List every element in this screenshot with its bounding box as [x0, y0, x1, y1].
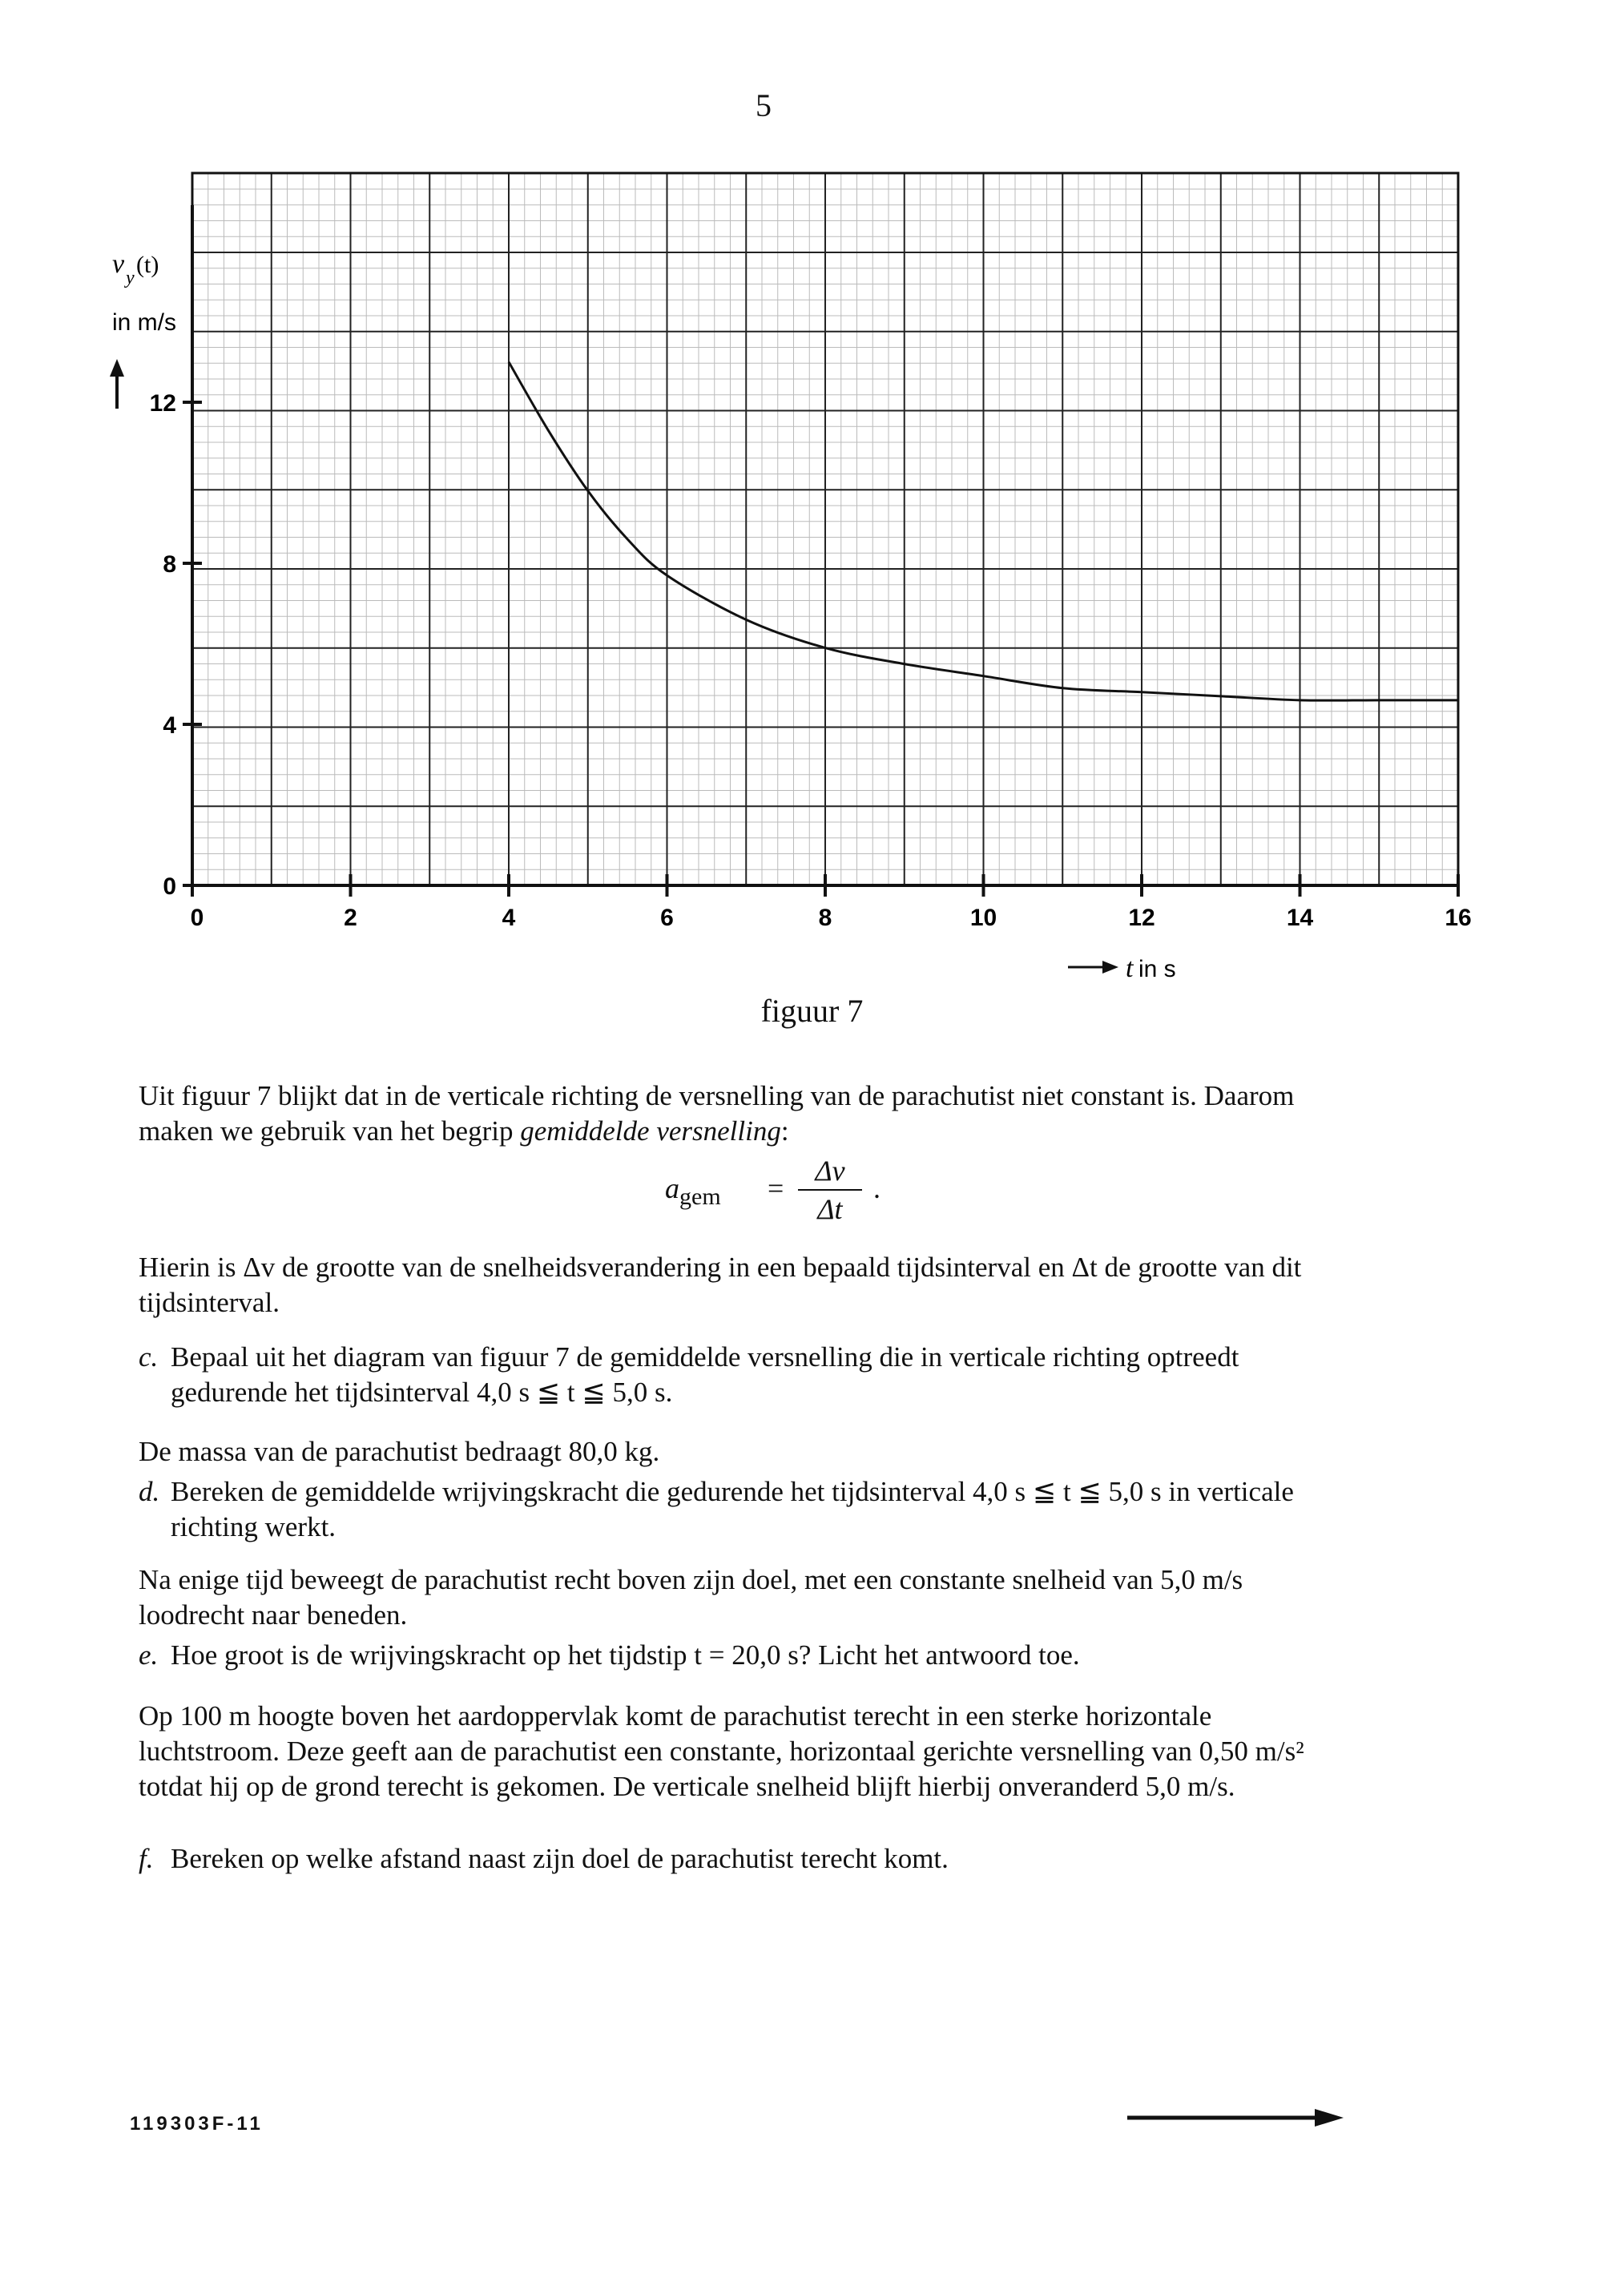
paragraph-constant-speed: Na enige tijd beweegt de parachutist recht boven zijn doel, met een constante snelheid van 5,0 m/s loodrecht naar beneden.	[139, 1564, 1243, 1631]
y-tick-label: 4	[163, 712, 176, 739]
paragraph-definitions: Hierin is Δv de grootte van de snelheidsverandering in een bepaald tijdsinterval en Δt de grootte van dit tijdsinterval.	[139, 1252, 1302, 1318]
up-arrow-icon	[110, 359, 124, 377]
paragraph-mass: De massa van de parachutist bedraagt 80,0 kg.	[139, 1436, 660, 1467]
next-page-arrow-icon	[1126, 2106, 1350, 2130]
y-axis-argument: (t)	[136, 252, 159, 278]
right-arrow-icon	[1102, 961, 1118, 974]
velocity-time-graph	[0, 0, 1624, 986]
x-tick-label: 6	[660, 905, 674, 931]
x-tick-label: 12	[1128, 905, 1155, 931]
tick-labels	[150, 390, 1472, 931]
footer-code: 119303F-11	[130, 2113, 264, 2135]
x-tick-label: 14	[1286, 905, 1314, 931]
x-tick-label: 8	[818, 905, 832, 931]
y-tick-label: 0	[163, 873, 176, 900]
y-axis-symbol: v	[112, 249, 125, 279]
x-tick-label: 10	[969, 905, 997, 931]
x-axis-unit: in s	[1138, 956, 1176, 982]
x-axis-title	[1068, 954, 1176, 983]
y-axis-subscript: y	[126, 268, 135, 288]
y-axis-title	[110, 249, 176, 409]
x-tick-label: 0	[190, 905, 204, 931]
x-axis-variable: t	[1126, 954, 1134, 983]
paragraph-intro: Uit figuur 7 blijkt dat in de verticale richting de versnelling van de parachutist niet constant is. Daarom maken we gebruik van het begrip gemiddelde versnelling:	[139, 1080, 1295, 1147]
page-number: 5	[756, 87, 772, 123]
y-axis-unit: in m/s	[112, 309, 177, 336]
x-tick-label: 16	[1445, 905, 1472, 931]
formula-lhs: $a_{gem}$	[665, 1172, 721, 1211]
question-d: d. Bereken de gemiddelde wrijvingskracht die gedurende het tijdsinterval 4,0 s ≦ t ≦ 5,0 s in verticale richting werkt.	[139, 1476, 1294, 1542]
y-tick-label: 12	[149, 390, 176, 417]
question-f: f. Bereken op welke afstand naast zijn doel de parachutist terecht komt.	[139, 1843, 949, 1874]
figure-caption: figuur 7	[760, 993, 864, 1029]
x-tick-label: 4	[502, 905, 516, 931]
question-c: c. Bepaal uit het diagram van figuur 7 de gemiddelde versnelling die in verticale richting optreedt gedurende het tijdsinterval 4,0 s ≦ t ≦ 5,0 s.	[139, 1341, 1239, 1408]
question-e: e. Hoe groot is de wrijvingskracht op het tijdstip t = 20,0 s? Licht het antwoord toe.	[139, 1639, 1080, 1671]
x-tick-label: 2	[344, 905, 357, 931]
y-tick-label: 8	[163, 551, 176, 578]
paragraph-air-current: Op 100 m hoogte boven het aardoppervlak komt de parachutist terecht in een sterke horizontale luchtstroom. Deze geeft aan de parachutist een constante, horizontaal gerichte versnelling van 0,50 m/s² totdat hij op de grond terecht is gekomen. De verticale snelheid blijft hierbij onveranderd 5,0 m/s.	[139, 1700, 1304, 1802]
formula-fraction: Δv Δt	[798, 1154, 862, 1226]
